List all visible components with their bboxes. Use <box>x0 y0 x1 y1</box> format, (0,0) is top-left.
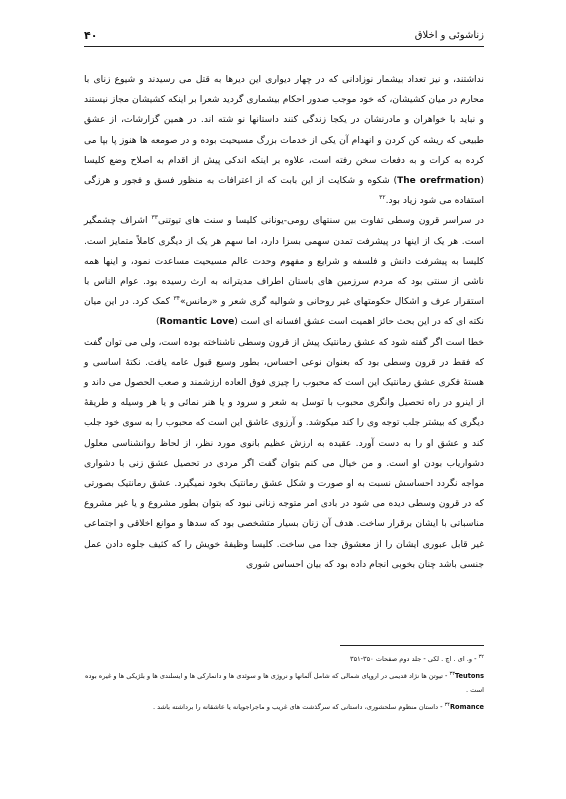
page-header <box>84 28 484 44</box>
footnote-item: $^{۳۴}$Romance - داستان منظوم سلحشوری، داستانی که سرگذشت های غریب و ماجراجویانه یا عاشقانه را برداشته باشد . <box>152 701 484 712</box>
page-number: ۴۰ <box>84 29 98 42</box>
header-divider <box>84 46 484 47</box>
running-title: زناشوئی و اخلاق <box>414 30 484 41</box>
footnote-divider <box>340 645 484 646</box>
footnote-ref: ۳۴ <box>173 295 180 303</box>
footnote-item: $^{۳۳}$Teutons - تیوتن ها نژاد قدیمی در اروپای شمالی که شامل آلمانها و نروژی ها و سوئدی ها و دانمارکی ها و ایسلندی ها و بلژیکی ها و غیره بوده است . <box>85 670 484 695</box>
body-text <box>84 70 484 575</box>
paragraph-3: خطا است اگر گفته شود که عشق رمانتیک پیش از قرون وسطی ناشناخته بوده است، ولی می توان گفت که فقط در قرون وسطی بود که بعنوان نوعی احساس، بطور وسیع قبول عامه یافت. نکتهٔ اساسی و هستهٔ فکری عشق رمانتیک این است که محبوب را چیزی فوق العاده ارزشمند و صعب الحصول می داند و از اینرو در راه تحصیل وانگری محبوب با توسل به شعر و سرود و یا هنر نمائی و یا هر وسیله و طریقهٔ دیگری که بیشتر جلب توجه وی را کند میکوشد. و آرزوی عاشق این است که محبوب را به سوی خود جلب کند و عشق او را به دست آورد. عقیده به ارزش عظیم بانوی مورد نظر، از لحاظ روانشناسی معلول دشواریاب بودن او است. و من خیال می کنم بتوان گفت اگر مردی در تحصیل عشق زنی با دشواری مواجه نگردد احساسش نسبت به او صورت و شکل عشق رمانتیک بخود نمیگیرد. عشق رمانتیک بصورتی که در قرون وسطی دیده می شود در بادی امر متوجه زنانی نبود که بتوان بطور مشروع و یا غیر مشروع مناسباتی با ایشان برقرار ساخت. هدف آن زنان بسیار متشخصی بود که سدها و موانع اخلاقی و اجتماعی غیر قابل عبوری ایشان را از معشوق جدا می ساخت. کلیسا وظیفهٔ خویش را که کثیف جلوه دادن عمل جنسی باشد چنان بخوبی انجام داده بود که بیان احساس شوری <box>84 336 484 570</box>
footnote-ref: ۳۲ <box>379 194 386 202</box>
footnote-item: $^{۳۲}$ - و. ای . اچ . لکی - جلد دوم صفحات ۳۵۰-۳۵۱ <box>350 654 484 664</box>
paragraph-2: در سراسر قرون وسطی تفاوت بین سنتهای رومی-یونانی کلیسا و سنت های تیوتنی$^{۳۳}$ اشراف چشمگیر است. هر یک از اینها در پیشرفت تمدن سهمی بسزا دارد، اما سهم هر یک از دیگری کاملاً متمایز است. کلیسا به پیشرفت دانش و فلسفه و شرایع و مفهوم وحدت عالم مسیحیت مساعدت نمود، و اینها همه ناشی از سنتی بود که مردم سرزمین های باستان اطراف مدیترانه به ارث رسیده بود. عوام الناس با استقرار عرف و اشکال حکومتهای غیر روحانی و شوالیه گری شعر و «رمانس»$^{۳۴}$ کمک کرد. در این میان نکته ای که در این بحث حائز اهمیت است عشق افسانه ای است (Romantic Love) <box>84 214 485 328</box>
footnotes <box>84 650 484 715</box>
latin-term: Romantic Love <box>159 317 235 328</box>
footnote-ref: ۳۳ <box>151 214 158 222</box>
paragraph-1: نداشتند، و نیز تعداد بیشمار نوزادانی که در چهار دیواری این دیرها به قتل می رسیدند و شیوع زنای با محارم در میان کشیشان، که خود موجب صدور احکام بیشماری گردید شعرا بر اینکه کشیشان مجاز نیستند و نباید با خواهران و مادرنشان در یکجا زندگی کنند داستانها نو شته اند. در همین گزارشات، از عشق طبیعی که ریشه کن کردن و انهدام آن یکی از خدمات بزرگ مسیحیت بوده و در صومعه ها هنوز پا بپا می کرده به کرات و به دفعات سخن رفته است، علاوه بر اینکه اندکی پیش از اقدام به اصلاح وضع کلیسا (The orefrmation) شکوه و شکایت از این بابت که از اعترافات به منظور فسق و فجور و هرزگی استفاده می شود زیاد بود.$^{۳۲}$ <box>84 74 484 207</box>
latin-term: The orefrmation <box>397 176 481 187</box>
